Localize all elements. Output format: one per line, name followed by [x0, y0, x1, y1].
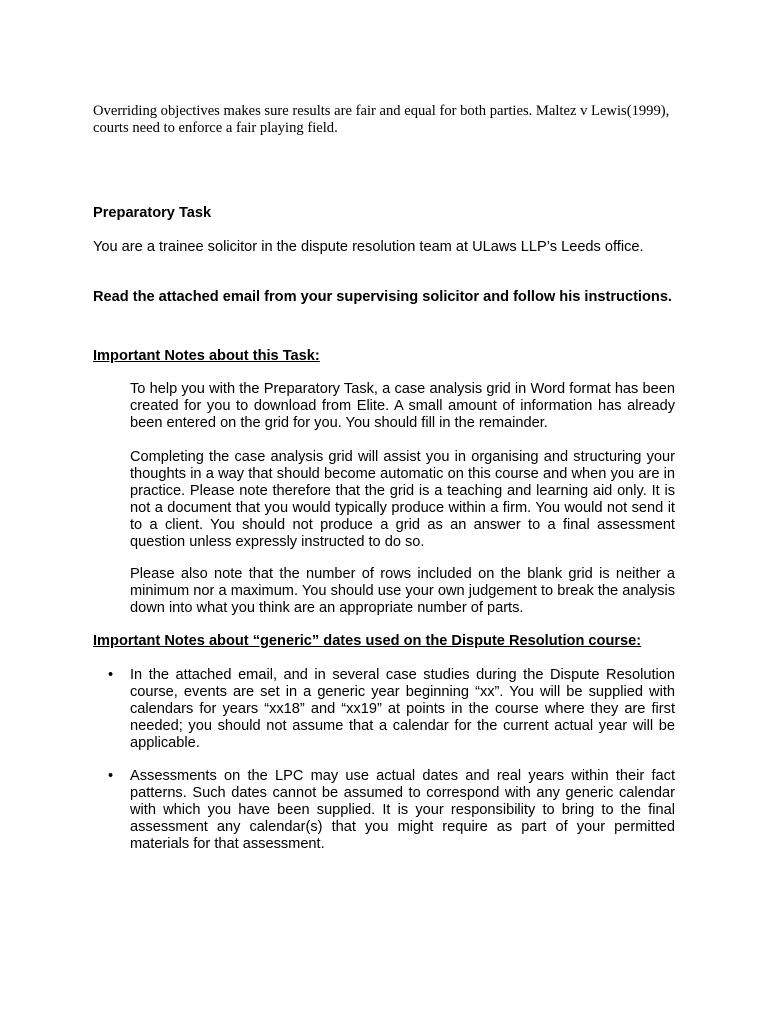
dates-bullet-item-1 [108, 667, 675, 752]
notes-task-paragraph-3: Please also note that the number of rows included on the blank grid is neither a minimum nor a maximum. You should use your own judgement to break the analysis down into what you think are an appropriate number of parts. [130, 566, 675, 616]
notes-task-heading: Important Notes about this Task: [93, 348, 320, 364]
notes-task-paragraph-1: To help you with the Preparatory Task, a case analysis grid in Word format has been created for you to download from Elite. A small amount of information has already been entered on the grid for you. You should fill in the remainder. [130, 381, 675, 431]
dates-bullet-text-1: In the attached email, and in several case studies during the Dispute Resolution course, events are set in a generic year beginning “xx”. You will be supplied with calendars for years “xx18” and “xx19” at points in the course where they are first needed; you should not assume that a calendar for the current actual year will be applicable. [130, 667, 675, 751]
preparatory-task-heading: Preparatory Task [93, 205, 212, 221]
notes-task-paragraph-2: Completing the case analysis grid will assist you in organising and structuring your thoughts in a way that should become automatic on this course and when you are in practice. Please note therefore that the grid is a teaching and learning aid only. It is not a document that you would typically produce within a firm. You would not send it to a client. You should not produce a grid as an answer to a final assessment question unless expressly instructed to do so. [130, 449, 675, 550]
dates-bullet-text-2: Assessments on the LPC may use actual dates and real years within their fact patterns. Such dates cannot be assumed to correspond with any generic calendar with which you have been supplied. It is your responsibility to bring to the final assessment any calendar(s) that you might require as part of your permitted materials for that assessment. [130, 768, 675, 852]
notes-dates-heading: Important Notes about “generic” dates used on the Dispute Resolution course: [93, 633, 642, 649]
document-page [93, 103, 675, 852]
trainee-paragraph: You are a trainee solicitor in the dispute resolution team at ULaws LLP’s Leeds office. [93, 239, 644, 255]
bullet-icon: • [108, 768, 114, 784]
intro-paragraph: Overriding objectives makes sure results are fair and equal for both parties. Maltez v Lewis(1999), courts need to enforce a fair playing field. [93, 103, 670, 136]
dates-bullet-item-2 [108, 768, 675, 853]
instruction-paragraph: Read the attached email from your supervising solicitor and follow his instructions. [93, 289, 672, 305]
bullet-icon: • [108, 667, 114, 683]
